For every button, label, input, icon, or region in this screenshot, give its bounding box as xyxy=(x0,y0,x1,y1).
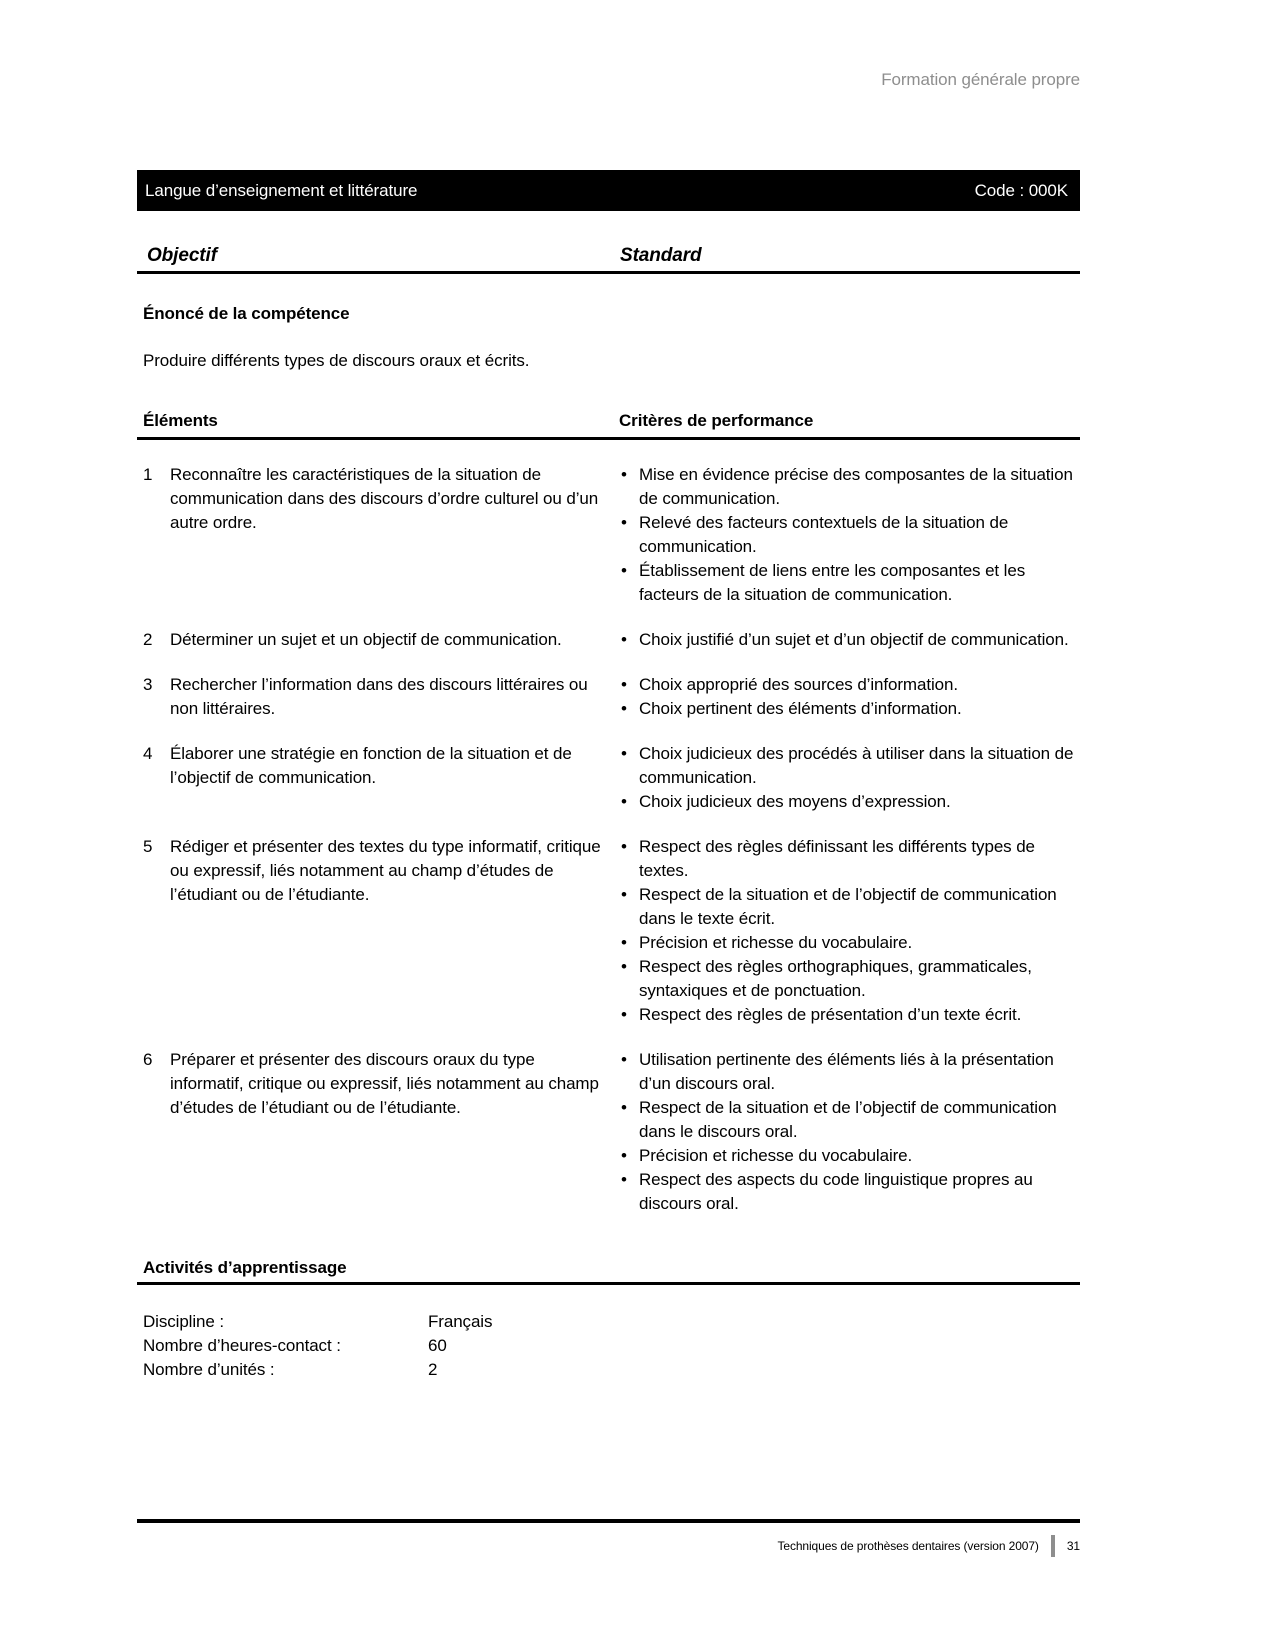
standard-heading: Standard xyxy=(620,245,702,266)
element-text: Préparer et présenter des discours oraux du type informatif, critique ou expressif, liés notamment au champ d’études de l’étudiant ou de l’étudiante. xyxy=(170,1050,599,1117)
criteres-heading: Critères de performance xyxy=(619,411,814,430)
footer-divider xyxy=(1051,1535,1055,1557)
table-row xyxy=(137,835,1080,1027)
field-label: Nombre d’heures-contact : xyxy=(143,1336,341,1355)
objectif-heading: Objectif xyxy=(147,245,217,266)
page-footer xyxy=(137,1519,1080,1557)
element-number: 2 xyxy=(143,630,153,649)
field-row xyxy=(137,1358,1080,1382)
criteria-item: • Respect de la situation et de l’objectif de communication dans le texte écrit. xyxy=(613,883,1080,931)
objectif-standard-headings xyxy=(137,244,1080,274)
course-title: Langue d’enseignement et littérature xyxy=(145,180,418,200)
element-number: 3 xyxy=(143,675,153,694)
elements-criteres-headings xyxy=(137,409,1080,440)
criteria-item: • Choix judicieux des moyens d’expression. xyxy=(613,790,1080,814)
activites-fields xyxy=(137,1310,1080,1382)
criteria-item: • Précision et richesse du vocabulaire. xyxy=(613,1144,1080,1168)
criteria-cell xyxy=(613,673,1080,721)
element-number: 6 xyxy=(143,1050,153,1069)
page-number: 31 xyxy=(1066,1539,1080,1553)
criteria-item: • Relevé des facteurs contextuels de la situation de communication. xyxy=(613,511,1080,559)
criteria-cell xyxy=(613,463,1080,607)
criteria-item: • Respect des règles définissant les différents types de textes. xyxy=(613,835,1080,883)
criteria-cell xyxy=(613,1048,1080,1216)
activites-heading: Activités d’apprentissage xyxy=(137,1256,1080,1285)
enonce-heading: Énoncé de la compétence xyxy=(143,304,350,323)
elements-table xyxy=(137,463,1080,1216)
table-row xyxy=(137,742,1080,814)
criteria-item: • Choix justifié d’un sujet et d’un objectif de communication. xyxy=(613,628,1080,652)
element-cell xyxy=(137,628,613,652)
element-cell xyxy=(137,673,613,721)
field-row xyxy=(137,1334,1080,1358)
element-text: Rechercher l’information dans des discours littéraires ou non littéraires. xyxy=(170,675,588,718)
field-value: 2 xyxy=(428,1360,438,1379)
course-code: Code : 000K xyxy=(974,180,1068,200)
criteria-item: • Respect de la situation et de l’objectif de communication dans le discours oral. xyxy=(613,1096,1080,1144)
element-cell xyxy=(137,1048,613,1216)
element-text: Rédiger et présenter des textes du type informatif, critique ou expressif, liés notamment au champ d’études de l’étudiant ou de l’étudiante. xyxy=(170,837,601,904)
element-text: Reconnaître les caractéristiques de la situation de communication dans des discours d’ordre culturel ou d’un autre ordre. xyxy=(170,465,599,532)
enonce-text: Produire différents types de discours oraux et écrits. xyxy=(143,351,530,370)
field-value: 60 xyxy=(428,1336,447,1355)
element-cell xyxy=(137,742,613,814)
criteria-item: • Établissement de liens entre les composantes et les facteurs de la situation de communication. xyxy=(613,559,1080,607)
element-cell xyxy=(137,835,613,1027)
criteria-item: • Respect des règles orthographiques, grammaticales, syntaxiques et de ponctuation. xyxy=(613,955,1080,1003)
document-page xyxy=(137,0,1080,1382)
field-label: Nombre d’unités : xyxy=(143,1360,275,1379)
course-header-bar xyxy=(137,170,1080,211)
field-label: Discipline : xyxy=(143,1312,224,1331)
footer-document-title: Techniques de prothèses dentaires (version 2007) xyxy=(777,1539,1039,1553)
criteria-cell xyxy=(613,742,1080,814)
criteria-item: • Utilisation pertinente des éléments liés à la présentation d’un discours oral. xyxy=(613,1048,1080,1096)
element-text: Déterminer un sujet et un objectif de communication. xyxy=(170,630,562,649)
criteria-item: • Choix pertinent des éléments d’information. xyxy=(613,697,1080,721)
element-number: 5 xyxy=(143,837,153,856)
element-cell xyxy=(137,463,613,607)
table-row xyxy=(137,673,1080,721)
criteria-item: • Respect des règles de présentation d’un texte écrit. xyxy=(613,1003,1080,1027)
elements-heading: Éléments xyxy=(143,411,218,430)
table-row xyxy=(137,463,1080,607)
field-row xyxy=(137,1310,1080,1334)
table-row xyxy=(137,1048,1080,1216)
element-number: 4 xyxy=(143,744,153,763)
criteria-item: • Respect des aspects du code linguistique propres au discours oral. xyxy=(613,1168,1080,1216)
element-text: Élaborer une stratégie en fonction de la situation et de l’objectif de communication. xyxy=(170,744,572,787)
criteria-item: • Précision et richesse du vocabulaire. xyxy=(613,931,1080,955)
criteria-cell xyxy=(613,835,1080,1027)
section-eyebrow: Formation générale propre xyxy=(881,70,1080,89)
element-number: 1 xyxy=(143,465,153,484)
criteria-cell xyxy=(613,628,1080,652)
criteria-item: • Choix judicieux des procédés à utiliser dans la situation de communication. xyxy=(613,742,1080,790)
criteria-item: • Choix approprié des sources d’information. xyxy=(613,673,1080,697)
field-value: Français xyxy=(428,1312,493,1331)
criteria-item: • Mise en évidence précise des composantes de la situation de communication. xyxy=(613,463,1080,511)
table-row xyxy=(137,628,1080,652)
